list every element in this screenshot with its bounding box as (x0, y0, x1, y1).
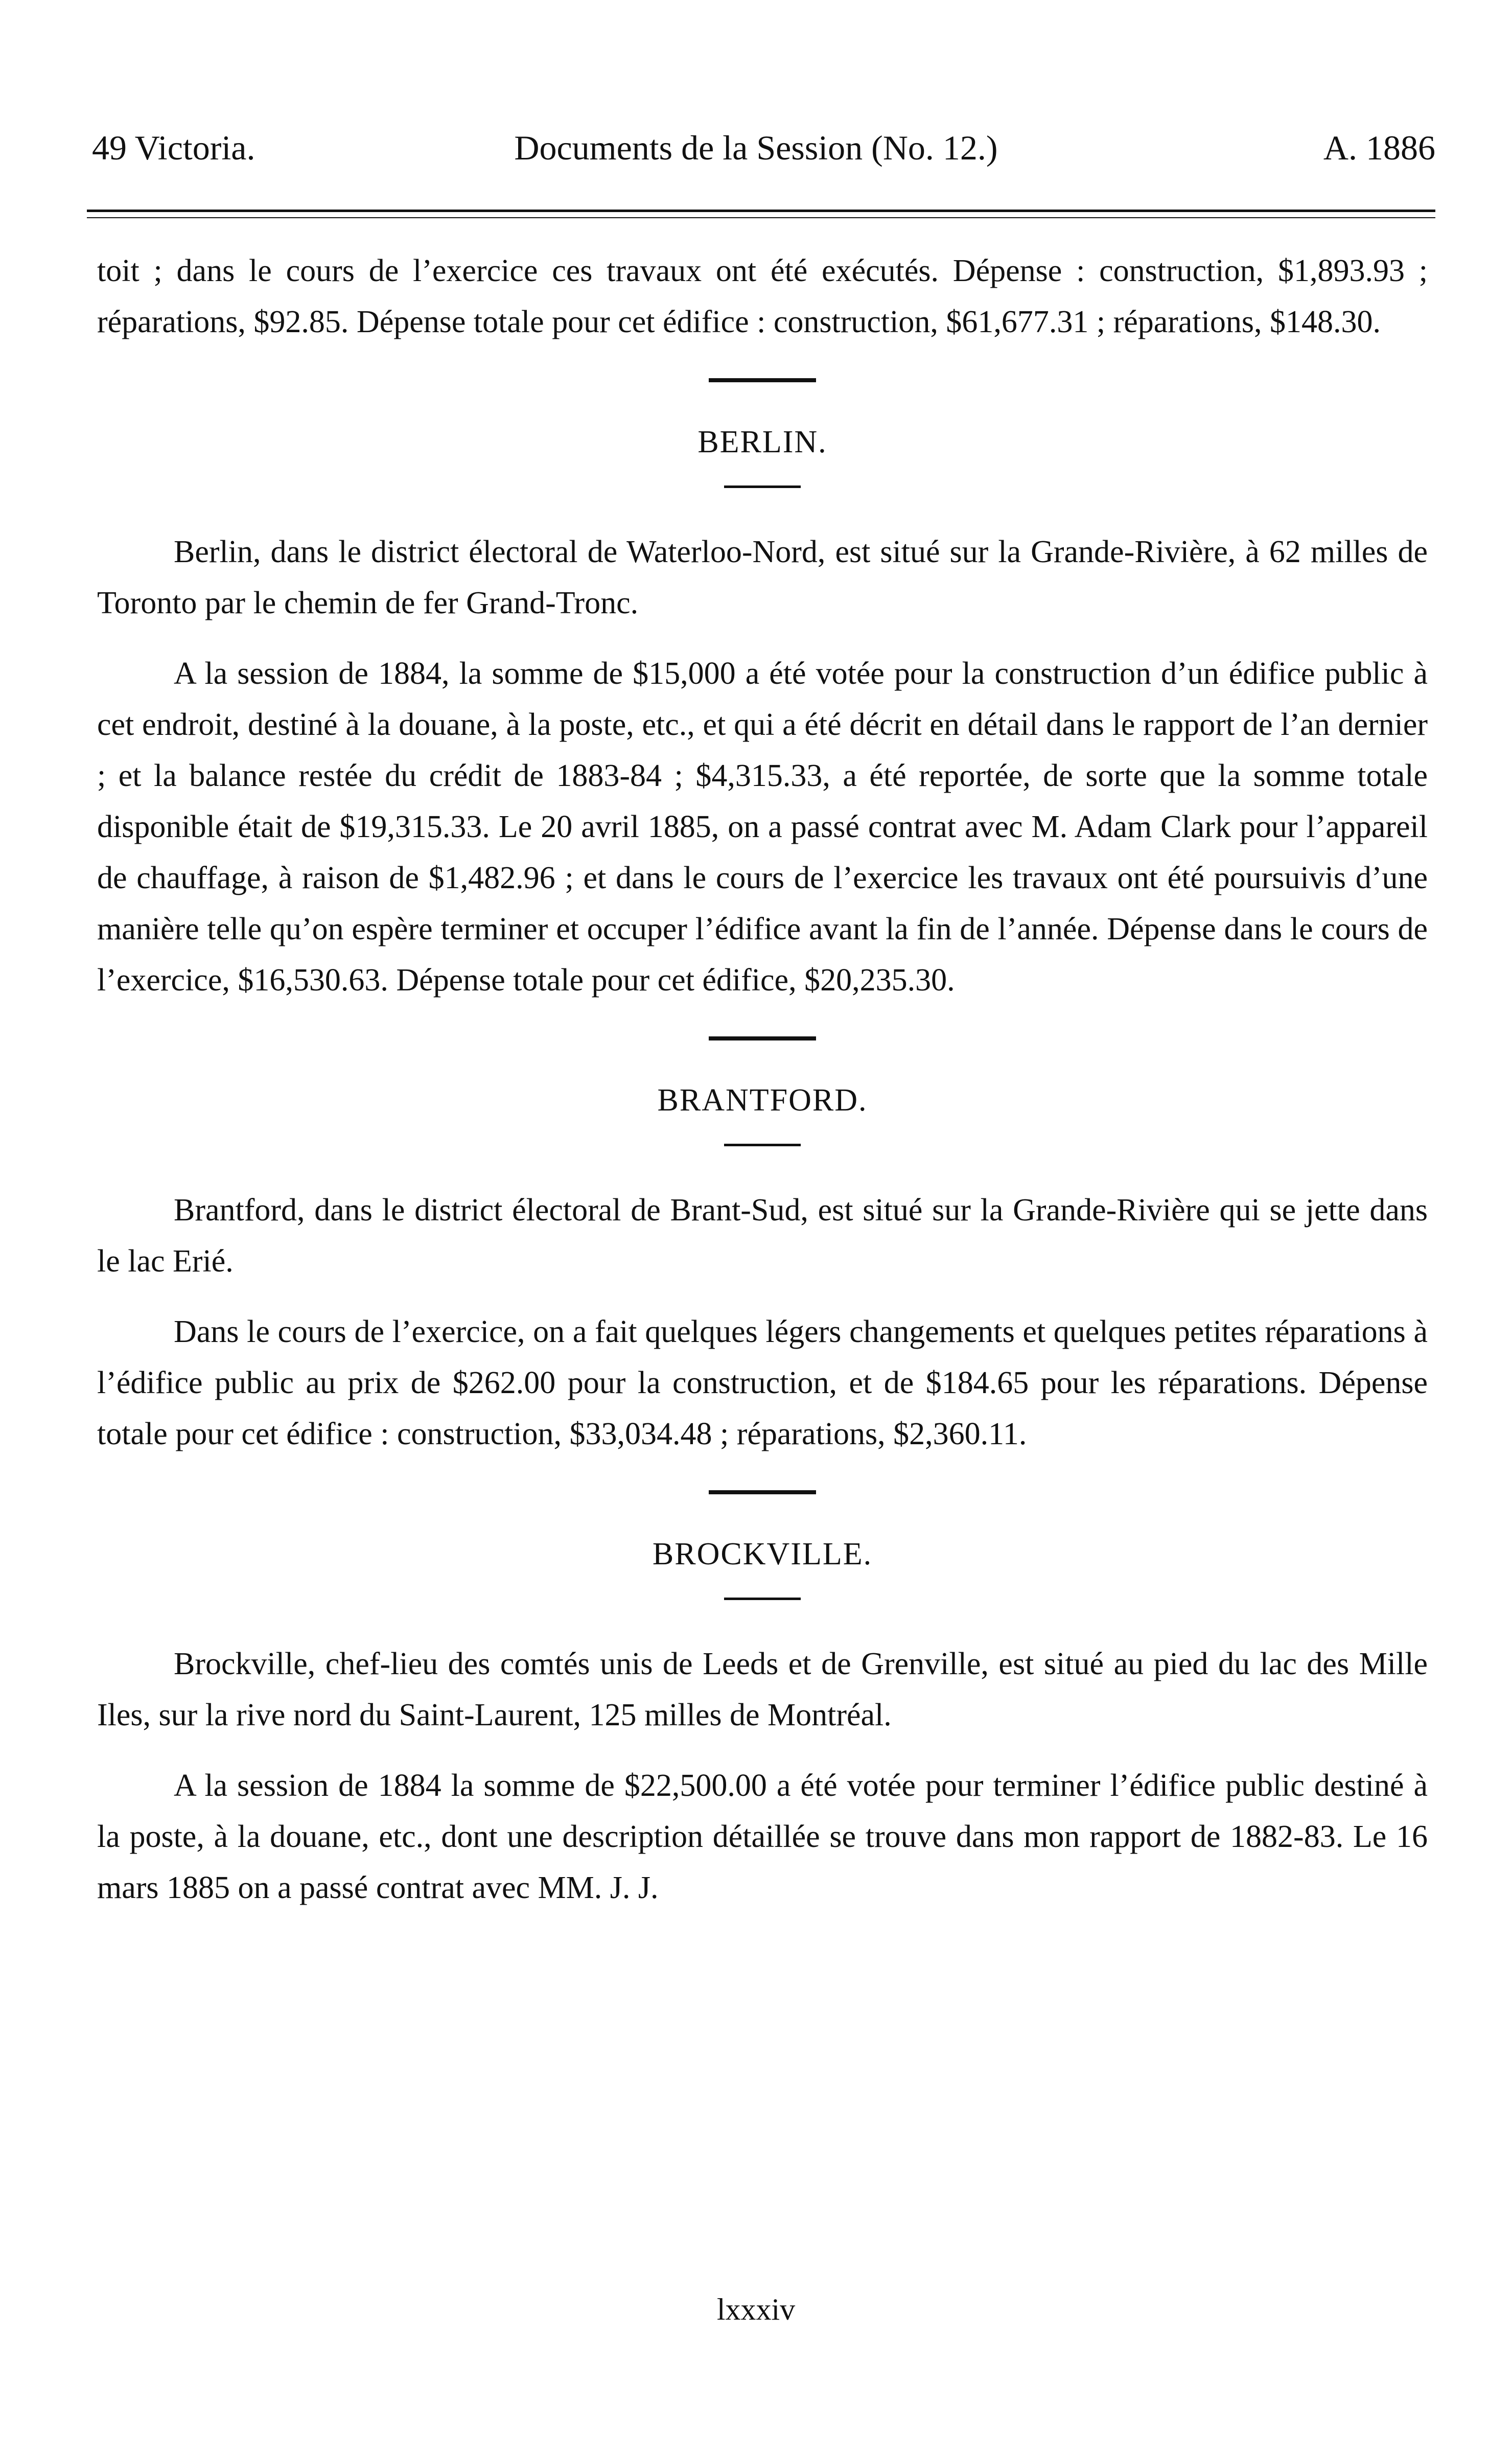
brockville-paragraph-1: Brockville, chef-lieu des comtés unis de Leeds et de Grenville, est situé au pied du lac des Mille Iles, sur la rive nord du Saint-Laurent, 125 milles de Montréal. (97, 1647, 1428, 1732)
header-volume: 49 Victoria. (92, 128, 255, 167)
divider-rule (709, 1036, 816, 1040)
berlin-paragraph-2: A la session de 1884, la somme de $15,000 a été votée pour la construction d’un édifice public à cet endroit, destiné à la douane, à la poste, etc., et qui a été décrit en détail dans le rapport de l’an dernier ; et la balance restée du crédit de 1883-84 ; $4,315.33, a été reportée, de sorte que la somme totale disponible était de $19,315.33. Le 20 avril 1885, on a passé contrat avec M. Adam Clark pour l’appareil de chauffage, à raison de $1,482.96 ; et dans le cours de l’exercice les travaux ont été poursuivis d’une manière telle qu’on espère terminer et occuper l’édifice avant la fin de l’année. Dépense dans le cours de l’exercice, $16,530.63. Dépense totale pour cet édifice, $20,235.30. (97, 656, 1428, 998)
header-rule-thin (87, 217, 1435, 218)
brantford-paragraph-1: Brantford, dans le district électoral de Brant-Sud, est situé sur la Grande-Rivière qui se jette dans le lac Erié. (97, 1193, 1428, 1279)
header-rule-thick (87, 210, 1435, 212)
section-heading-brockville: BROCKVILLE. (652, 1537, 873, 1571)
heading-underline (97, 1128, 1428, 1185)
underline-rule (724, 1598, 801, 1600)
section-heading-berlin: BERLIN. (697, 425, 827, 459)
page-number: lxxxiv (716, 2293, 796, 2326)
heading-underline (97, 470, 1428, 526)
page-body (97, 245, 1428, 1913)
divider-rule (709, 1490, 816, 1494)
header-year: A. 1886 (1323, 128, 1435, 167)
underline-rule (724, 485, 801, 488)
berlin-paragraph-1: Berlin, dans le district électoral de Waterloo-Nord, est situé sur la Grande-Rivière, à 62 milles de Toronto par le chemin de fer Grand-Tronc. (97, 535, 1428, 620)
heading-underline (97, 1582, 1428, 1638)
header-title: Documents de la Session (No. 12.) (514, 128, 998, 167)
section-divider (97, 1006, 1428, 1072)
underline-rule (724, 1144, 801, 1146)
section-divider (97, 1460, 1428, 1526)
running-header (77, 128, 1435, 174)
divider-rule (709, 378, 816, 382)
intro-paragraph: toit ; dans le cours de l’exercice ces travaux ont été exécutés. Dépense : construction, $1,893.93 ; réparations, $92.85. Dépense totale pour cet édifice : construction, $61,677.31 ; réparations, $148.30. (97, 253, 1428, 339)
brantford-paragraph-2: Dans le cours de l’exercice, on a fait quelques légers changements et quelques petites réparations à l’édifice public au prix de $262.00 pour la construction, et de $184.65 pour les réparations. Dépense totale pour cet édifice : construction, $33,034.48 ; réparations, $2,360.11. (97, 1314, 1428, 1451)
section-divider (97, 348, 1428, 414)
section-heading-brantford: BRANTFORD. (657, 1083, 868, 1118)
brockville-paragraph-2: A la session de 1884 la somme de $22,500.00 a été votée pour terminer l’édifice public destiné à la poste, à la douane, etc., dont une description détaillée se trouve dans mon rapport de 1882-83. Le 16 mars 1885 on a passé contrat avec MM. J. J. (97, 1768, 1428, 1905)
